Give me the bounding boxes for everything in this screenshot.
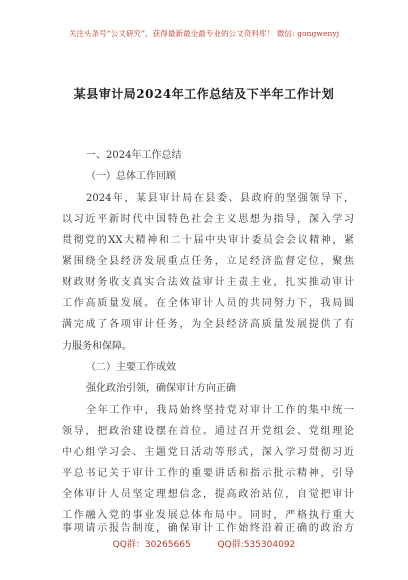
- qq-group-2: QQ群:535304092: [217, 540, 296, 550]
- paragraph-line: 工作高质量发展。在全体审计人员的共同努力下，我局圆: [62, 298, 354, 309]
- subsection-heading: （一）总体工作回顾: [86, 171, 176, 182]
- paragraph-line: 中心组学习会、主题党日活动等形式，深入学习贯彻习近: [62, 447, 354, 458]
- paragraph-line: 力服务和保障。: [62, 341, 132, 352]
- paragraph-line: 满完成了各项审计任务，为全县经济高质量发展提供了有: [62, 319, 354, 330]
- paragraph-line: 全体审计人员坚定理想信念，提高政治站位，自觉把审计: [62, 489, 354, 500]
- paragraph-line: 以习近平新时代中国特色社会主义思想为指导，深入学习: [62, 214, 354, 225]
- paragraph-line: 事项请示报告制度，确保审计工作始终沿着正确的政治方: [62, 523, 354, 534]
- item-heading: 强化政治引领，确保审计方向正确: [86, 383, 236, 394]
- paragraph-line: 平总书记关于审计工作的重要讲话和指示批示精神，引导: [62, 468, 354, 479]
- paragraph-line: 2024年，某县审计局在县委、县政府的坚强领导下，: [86, 193, 354, 204]
- promo-banner: 关注头条号“公文研究”，获得最新最全最专业的公文资料库！ 微信: gongwenyj: [68, 29, 340, 38]
- paragraph-line: 紧围绕全县经济发展重点任务，立足经济监督定位，聚焦: [62, 256, 354, 267]
- paragraph-line: 贯彻党的XX大精神和二十届中央审计委员会会议精神，紧: [62, 235, 354, 246]
- paragraph-line: 全年工作中，我局始终坚持党对审计工作的集中统一: [86, 405, 354, 416]
- paragraph-line: 工作融入党的事业发展总体布局中。同时，严格执行重大: [62, 510, 354, 521]
- paragraph-line: 领导，把政治建设摆在首位。通过召开党组会、党组理论: [62, 426, 354, 437]
- footer-contact: [0, 537, 408, 550]
- paragraph-line: 财政财务收支真实合法效益审计主责主业，扎实推动审计: [62, 277, 354, 288]
- qq-group-1: QQ群：30265665: [112, 540, 191, 550]
- subsection-heading: （二）主要工作成效: [86, 362, 176, 373]
- document-title: 某县审计局2024年工作总结及下半年工作计划: [73, 87, 335, 101]
- section-heading: 一、2024年工作总结: [86, 150, 182, 161]
